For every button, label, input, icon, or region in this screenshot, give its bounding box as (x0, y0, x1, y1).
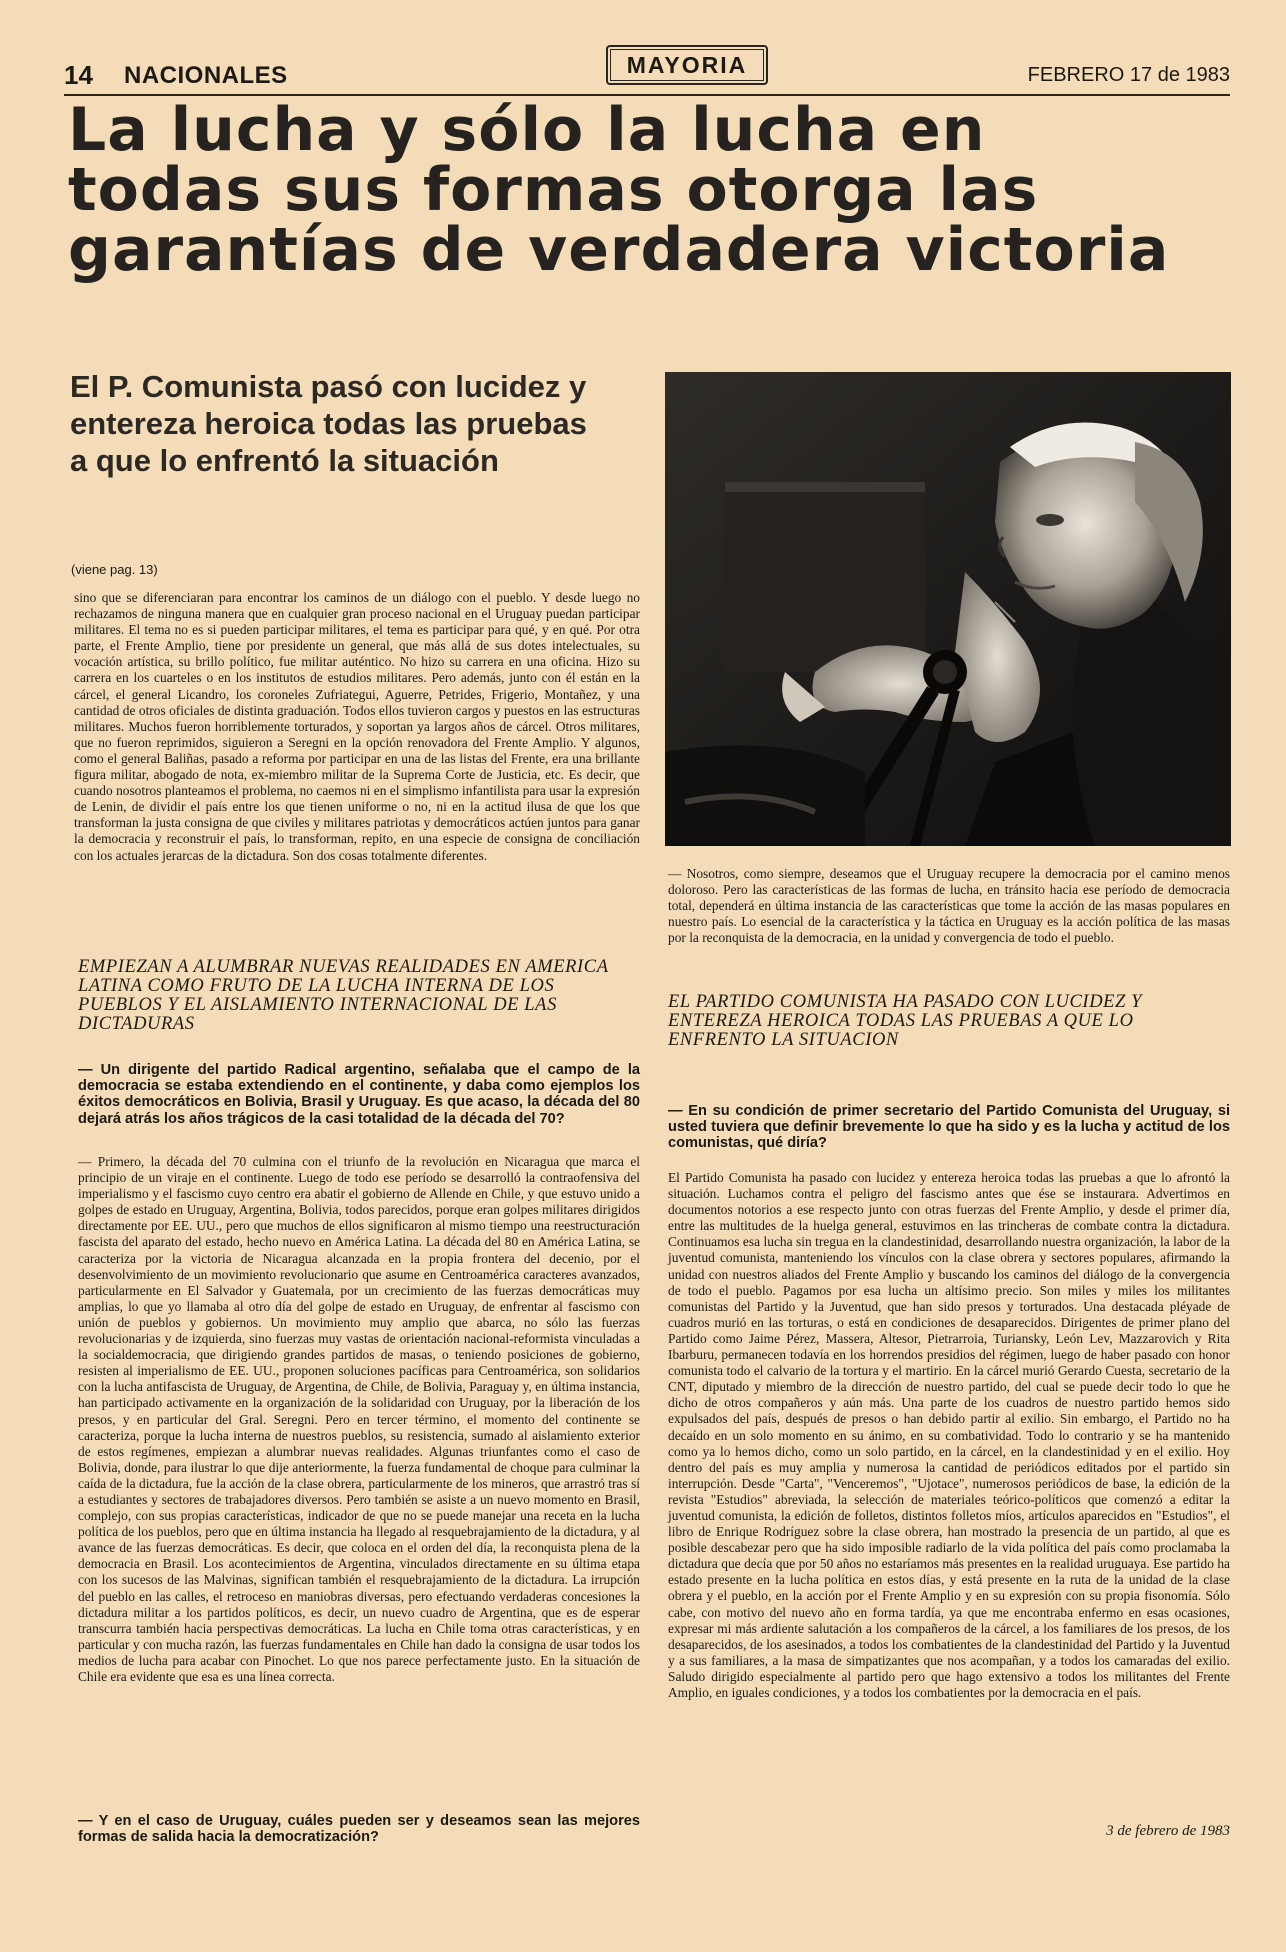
speaker-at-microphone-icon (665, 372, 1231, 846)
photo-caption-text: — Nosotros, como siempre, deseamos que el Uruguay recupere la democracia por el camino menos doloroso. Pero las características de las formas de lucha, en tránsito hacia ese período de democracia total, dependerá en última instancia de las características que tome la acción de las masas populares en nuestro país. Lo esencial de la característica y la táctica en Uruguay es la acción política de las masas por la reconquista de la democracia, en la unidad y convergencia de todo el pueblo. (668, 866, 1230, 946)
signoff-date: 3 de febrero de 1983 (1106, 1823, 1230, 1839)
issue-date: FEBRERO 17 de 1983 (1027, 64, 1230, 86)
continued-note: (viene pag. 13) (71, 562, 158, 577)
newspaper-logo: MAYORIA (606, 45, 768, 85)
interview-question: — Y en el caso de Uruguay, cuáles pueden ser y deseamos sean las mejores formas de salida hacia la democratización? (78, 1813, 640, 1846)
interview-answer: El Partido Comunista ha pasado con lucidez y entereza heroica todas las pruebas a que lo afrontó la situación. Luchamos contra el peligro del fascismo antes que ése se instaurara. Advertimos en documentos notorios a ese respecto junto con otras fuerzas del Frente Amplio, y desde el primer día, entre las multitudes de la huelga general, estuvimos en las trincheras de combate contra la dictadura. Continuamos esa lucha sin tregua en la clandestinidad, desarrollando nuestra organización, la labor de la juventud comunista, manteniendo los vínculos con la clase obrera y sectores populares, afirmando la unidad con nuestros aliados del Frente Amplio y buscando los caminos del diálogo de la convergencia de todo el pueblo. Pagamos por esa lucha un altísimo precio. Son miles y miles los militantes comunistas del Partido y la Juventud, que han sido presos y torturados. Una destacada pléyade de cuadros murió en las torturas, o está en condiciones de desaparecidos. Dirigentes de primer plano del Partido como Jaime Pérez, Massera, Altesor, Pietrarroia, Turiansky, León Lev, Mazzarovich y Rita Ibarburu, permanecen todavía en los horrendos presidios del régimen, luego de haber pasado con honor comunista todo el calvario de la tortura y el martirio. En la cárcel murió Gerardo Cuesta, secretario de la CNT, diputado y miembro de la dirección de nuestro partido, del cual se puede decir todo lo que he dicho de otros compañeros y aún más. Una parte de los cuadros de nuestro partido hemos sido expulsados del país, después de presos o han debido partir al exilio. Sin embargo, el Partido no ha decaído en un solo momento en su ánimo, en su combatividad. Todo lo contrario y se ha mantenido como ya lo hemos dicho, como un solo partido, en la cárcel, en la clandestinidad y en el exilio. Hoy dentro del país es muy amplia y numerosa la cantidad de periódicos editados por el partido sin interrupción. Desde "Carta", "Venceremos", "Ujotace", numerosos periódicos de base, la edición de la revista "Estudios" abreviada, la selección de materiales teórico-políticos que comenzó a editar la juventud comunista, la edición de folletos, distintos folletos míos, artículos aparecidos en "Estudios", el libro de Enrique Rodríguez sobre la clase obrera, han mostrado la presencia de un partido, al que es posible descabezar pero que ha sido imposible radiarlo de la vida política del país como proclamaba la dictadura que decía que por 50 años no estaríamos más presentes en la realidad uruguaya. Ese partido ha estado presente en la lucha política en estos días, y está presente en la ruta de la unidad de la clase obrera y el pueblo, en la acción por el Frente Amplio y en su expresión con su propia fisonomía. Sólo cabe, con motivo del nuevo año en forma tardía, ya que me encontraba enfermo en esas ocasiones, expresar mi más ardiente salutación a los compañeros de la cárcel, a los familiares de los presos, de los desaparecidos, de los asesinados, a todos los combatientes de la clandestinidad del Partido y la Juventud y a sus familiares, a la masa de simpatizantes que nos acompañan, y a todos los camaradas del exilio. Saludo dirigido especialmente al partido pero que hago extensivo a todos los militantes del Frente Amplio, en iguales condiciones, y a todos los combatientes por la democracia en el país. (668, 1170, 1230, 1700)
section-heading-left: EMPIEZAN A ALUMBRAR NUEVAS REALIDADES EN AMERICA LATINA COMO FRUTO DE LA LUCHA INTERNA DE LOS PUEBLOS Y EL AISLAMIENTO INTERNACIONAL DE LAS DICTADURAS (78, 957, 609, 1034)
section-heading-right: EL PARTIDO COMUNISTA HA PASADO CON LUCIDEZ Y ENTEREZA HEROICA TODAS LAS PRUEBAS A QUE LO ENFRENTO LA SITUACION (668, 992, 1143, 1050)
page-number: 14 (64, 60, 93, 90)
interview-answer: — Primero, la década del 70 culmina con el triunfo de la revolución en Nicaragua que marca el principio de un viraje en el continente. Luego de todo ese período se desarrolló la contraofensiva del imperialismo y el fascismo cuyo centro era abatir el gobierno de Allende en Chile, y que estuvo unido a golpes de estado en Uruguay, Argentina, Bolivia, todos parecidos, porque eran golpes militares dirigidos directamente por EE. UU., pero que muchos de ellos significaron al mismo tiempo una reestructuración fascista del aparato del estado, hecho nuevo en América Latina. La década del 80 en América Latina, se caracteriza por la victoria de Nicaragua alcanzada en la propia frontera del decenio, por el desenvolvimiento de un movimiento revolucionario que asume en Centroamérica caracteres avanzados, particularmente en El Salvador y Guatemala, por un crecimiento de las fuerzas democráticas muy amplias, lo que yo llamaba al otro día del golpe de estado en Uruguay, de enfrentar al fascismo con unión de pueblos y gobiernos. Un movimiento muy amplio que abarca, no sólo las fuerzas revolucionarias y de izquierda, sino fuerzas muy vastas de orientación nacional-reformista vinculadas a la socialdemocracia, que dirigiendo grandes partidos de masas, o teniendo posiciones de gobierno, resisten al imperialismo de EE. UU., proponen soluciones pacíficas para Centroamérica, son solidarios con la lucha antifascista de Uruguay, de Argentina, de Chile, de Bolivia, Paraguay y, en última instancia, han participado activamente en la organización de la solidaridad con Uruguay, por la liberación de los presos, y en particular del Gral. Seregni. Pero en tercer término, el momento del continente se caracteriza, porque la lucha interna de nuestros pueblos, su resistencia, sumado al aislamiento exterior de estos regímenes, empiezan a alumbrar nuevas realidades. Algunas triunfantes como el caso de Bolivia, donde, para ilustrar lo que dije anteriormente, la fuerza fundamental de choque para culminar la caída de la dictadura, fue la acción de la clase obrera, particularmente de los mineros, que arrastró tras sí a estudiantes y sectores de trabajadores diversos. Pero también se asiste a un nuevo momento en Brasil, complejo, con sus propias características, indicador de que no se puede manejar una receta en la lucha política de los pueblos, pero que en última instancia ha llegado al resquebrajamiento de la dictadura, y al avance de las fuerzas democráticas. Es decir, que coloca en el orden del día, la reconquista plena de la democracia en Brasil. Los acontecimientos de Argentina, vinculados directamente en su última etapa con los sucesos de las Malvinas, significan también el resquebrajamiento de la dictadura. La irrupción del pueblo en las calles, el retroceso en maniobras diversas, pero efectuando verdaderas concesiones la dictadura militar a los partidos políticos, es decir, un nuevo cuadro de Argentina, que es de esperar transcurra también hacia perspectivas democráticas. La lucha en Chile toma otras características, y en particular y con mucha razón, las fuerzas fundamentales en Chile han dado la consigna de usar todos los medios de lucha para acabar con Pinochet. Lo que nos parece perfectamente justo. En la situación de Chile era evidente que esa es una línea correcta. (78, 1154, 640, 1684)
subheadline: El P. Comunista pasó con lucidez y entereza heroica todas las pruebas a que lo enfrentó la situación (70, 369, 587, 478)
section-name: NACIONALES (124, 62, 288, 89)
intro-paragraph: sino que se diferenciaran para encontrar los caminos de un diálogo con el pueblo. Y desde luego no rechazamos de ninguna manera que en cualquier gran proceso nacional en el Uruguay puedan participar militares. El tema no es si pueden participar militares, el tema es participar para qué, y en qué. Por otra parte, el Frente Amplio, tiene por presidente un general, que más allá de sus dotes intelectuales, su vocación artística, su brillo político, fue militar auténtico. No hizo su carrera en una oficina. Hizo su carrera en los cuarteles o en los institutos de estudios militares. Pero además, junto con él están en la cárcel, el general Licandro, los coroneles Zufriategui, Aguerre, Petrides, Frigerio, Montañez, y una cantidad de otros oficiales de distinta graduación. Todos ellos tuvieron cargos y puestos en las estructuras militares. Muchos fueron horriblemente torturados, y soportan ya largos años de cárcel. Otros militares, que no fueron reprimidos, siguieron a Seregni en la opción renovadora del Frente Amplio. Y algunos, como el general Baliñas, pasado a reforma por participar en una de las listas del Frente, era una brillante figura militar, abogado de nota, ex-miembro militar de la Suprema Corte de Justicia, etc. Es decir, que cuando nosotros planteamos el problema, no caemos ni en el simplismo infantilista para usar la expresión de Lenin, de dividir el país entre los que tienen uniforme o no, ni en la actitud ilusa de que los que transforman la justa consigna de que civiles y militares patriotas y democráticos actúen juntos para ganar la democracia y reconstruir el país, lo transforman, repito, en una especie de consigna de conciliación con los actuales jerarcas de la dictadura. Son dos cosas totalmente diferentes. (74, 590, 640, 863)
headline: La lucha y sólo la lucha en todas sus formas otorga las garantías de verdadera victoria (68, 95, 1170, 285)
interview-question: — En su condición de primer secretario del Partido Comunista del Uruguay, si usted tuviera que definir brevemente lo que ha sido y es la lucha y actitud de los comunistas, qué diría? (668, 1103, 1230, 1152)
interview-question: — Un dirigente del partido Radical argentino, señalaba que el campo de la democracia se estaba extendiendo en el continente, y daba como ejemplos los éxitos democráticos en Bolivia, Brasil y Uruguay. Es que acaso, la década del 80 dejará atrás los años trágicos de la casi totalidad de la década del 70? (78, 1062, 640, 1127)
masthead (64, 51, 1230, 96)
speaker-photo (665, 372, 1231, 846)
